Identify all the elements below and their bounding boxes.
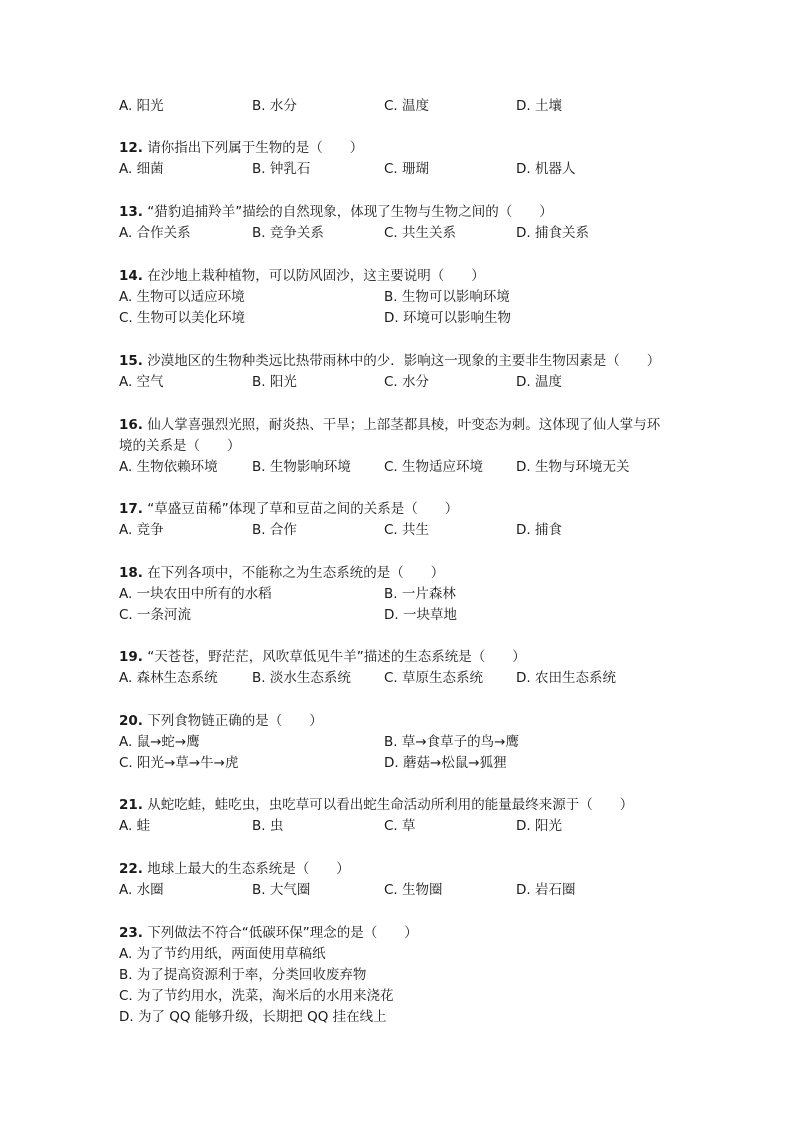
question-stem: 从蛇吃蛙，蛙吃虫，虫吃草可以看出蛇生命活动所利用的能量最终来源于（ ） bbox=[147, 797, 634, 813]
option-b: B. 为了提高资源利于率，分类回收废弃物 bbox=[119, 967, 367, 983]
option-c: C. 共生关系 bbox=[384, 225, 457, 241]
option-d: D. 农田生态系统 bbox=[516, 670, 616, 686]
option-d: D. 为了 QQ 能够升级，长期把 QQ 挂在线上 bbox=[119, 1009, 387, 1025]
question-stem-line-1: 仙人掌喜强烈光照，耐炎热、干旱；上部茎都具棱，叶变态为刺。这体现了仙人掌与环 bbox=[147, 417, 661, 433]
question-17 bbox=[119, 499, 689, 541]
question-number: 12. bbox=[119, 140, 143, 156]
question-22 bbox=[119, 859, 689, 901]
option-c: C. 生物可以美化环境 bbox=[119, 310, 246, 326]
question-14 bbox=[119, 266, 689, 329]
option-d: D. 温度 bbox=[516, 374, 562, 390]
question-number: 16. bbox=[119, 417, 143, 433]
option-a: A. 细菌 bbox=[119, 161, 164, 177]
question-21 bbox=[119, 795, 689, 837]
option-d: D. 环境可以影响生物 bbox=[384, 310, 511, 326]
question-stem: 在沙地上栽种植物，可以防风固沙，这主要说明（ ） bbox=[147, 268, 485, 284]
option-a: A. 水圈 bbox=[119, 882, 164, 898]
question-stem: “草盛豆苗稀”体现了草和豆苗之间的关系是（ ） bbox=[147, 501, 459, 517]
option-c: C. 水分 bbox=[384, 374, 430, 390]
option-d: D. 机器人 bbox=[516, 161, 576, 177]
option-a: A. 生物可以适应环境 bbox=[119, 289, 245, 305]
question-number: 23. bbox=[119, 925, 143, 941]
option-c: C. 生物圈 bbox=[384, 882, 443, 898]
option-c: C. 珊瑚 bbox=[384, 161, 430, 177]
question-18 bbox=[119, 563, 689, 626]
option-b: B. 大气圈 bbox=[252, 882, 311, 898]
option-a: A. 森林生态系统 bbox=[119, 670, 218, 686]
option-d: D. 生物与环境无关 bbox=[516, 459, 630, 475]
option-b: B. 合作 bbox=[252, 522, 297, 538]
option-a: A. 竞争 bbox=[119, 522, 164, 538]
question-23 bbox=[119, 923, 689, 1028]
question-number: 15. bbox=[119, 353, 143, 369]
option-d: D. 岩石圈 bbox=[516, 882, 576, 898]
question-stem: “猎豹追捕羚羊”描绘的自然现象，体现了生物与生物之间的（ ） bbox=[147, 204, 553, 220]
option-b: B. 一片森林 bbox=[384, 586, 456, 602]
option-a: A. 为了节约用纸，两面使用草稿纸 bbox=[119, 946, 326, 962]
option-a: A. 蛙 bbox=[119, 818, 151, 834]
option-b: B. 淡水生态系统 bbox=[252, 670, 351, 686]
question-stem: 沙漠地区的生物种类远比热带雨林中的少．影响这一现象的主要非生物因素是（ ） bbox=[147, 353, 661, 369]
option-c: C. 阳光→草→牛→虎 bbox=[119, 755, 239, 771]
option-a: A. 合作关系 bbox=[119, 225, 191, 241]
option-a: A. 鼠→蛇→鹰 bbox=[119, 734, 200, 750]
option-b: B. 虫 bbox=[252, 818, 284, 834]
option-a: A. 一块农田中所有的水稻 bbox=[119, 586, 272, 602]
option-d: D. 土壤 bbox=[516, 98, 562, 114]
question-number: 21. bbox=[119, 797, 143, 813]
option-b: B. 生物可以影响环境 bbox=[384, 289, 510, 305]
option-d: D. 阳光 bbox=[516, 818, 562, 834]
option-c: C. 草 bbox=[384, 818, 416, 834]
question-20 bbox=[119, 711, 689, 774]
option-c: C. 温度 bbox=[384, 98, 430, 114]
option-c: C. 生物适应环境 bbox=[384, 459, 484, 475]
question-number: 13. bbox=[119, 204, 143, 220]
question-stem: 在下列各项中，不能称之为生态系统的是（ ） bbox=[147, 565, 445, 581]
question-stem: 下列食物链正确的是（ ） bbox=[147, 713, 323, 729]
question-16 bbox=[119, 415, 689, 478]
question-15 bbox=[119, 351, 689, 393]
question-11-options bbox=[119, 96, 689, 117]
question-number: 22. bbox=[119, 861, 143, 877]
question-stem-line-2: 境的关系是（ ） bbox=[119, 438, 241, 454]
question-13 bbox=[119, 202, 689, 244]
option-b: B. 草→食草子的鸟→鹰 bbox=[384, 734, 519, 750]
option-a: A. 生物依赖环境 bbox=[119, 459, 218, 475]
option-d: D. 蘑菇→松鼠→狐狸 bbox=[384, 755, 507, 771]
question-number: 17. bbox=[119, 501, 143, 517]
question-12 bbox=[119, 138, 689, 180]
option-c: C. 共生 bbox=[384, 522, 430, 538]
option-c: C. 草原生态系统 bbox=[384, 670, 484, 686]
option-b: B. 竞争关系 bbox=[252, 225, 324, 241]
option-d: D. 捕食 bbox=[516, 522, 562, 538]
question-stem: 请你指出下列属于生物的是（ ） bbox=[147, 140, 364, 156]
option-d: D. 捕食关系 bbox=[516, 225, 589, 241]
question-number: 18. bbox=[119, 565, 143, 581]
question-number: 20. bbox=[119, 713, 143, 729]
question-number: 14. bbox=[119, 268, 143, 284]
option-a: A. 空气 bbox=[119, 374, 164, 390]
option-c: C. 为了节约用水，洗菜，淘米后的水用来浇花 bbox=[119, 988, 394, 1004]
question-stem: “天苍苍，野茫茫，风吹草低见牛羊”描述的生态系统是（ ） bbox=[147, 649, 526, 665]
question-19 bbox=[119, 647, 689, 689]
option-b: B. 水分 bbox=[252, 98, 297, 114]
option-d: D. 一块草地 bbox=[384, 607, 457, 623]
option-c: C. 一条河流 bbox=[119, 607, 192, 623]
option-b: B. 生物影响环境 bbox=[252, 459, 351, 475]
option-b: B. 阳光 bbox=[252, 374, 297, 390]
option-a: A. 阳光 bbox=[119, 98, 164, 114]
question-stem: 下列做法不符合“低碳环保”理念的是（ ） bbox=[147, 925, 418, 941]
option-b: B. 钟乳石 bbox=[252, 161, 311, 177]
question-stem: 地球上最大的生态系统是（ ） bbox=[147, 861, 350, 877]
question-number: 19. bbox=[119, 649, 143, 665]
